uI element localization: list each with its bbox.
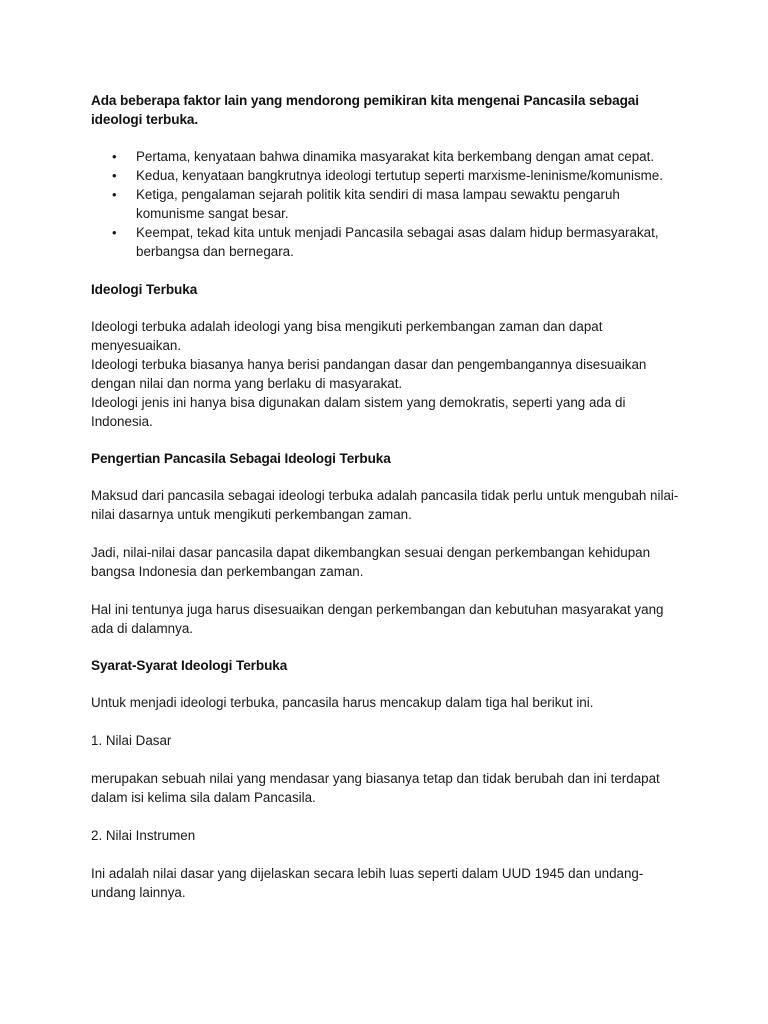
intro-heading: Ada beberapa faktor lain yang mendorong pemikiran kita mengenai Pancasila sebagai ideologi terbuka. (91, 93, 639, 127)
section-heading-syarat: Syarat-Syarat Ideologi Terbuka (91, 658, 288, 673)
list-item: • Keempat, tekad kita untuk menjadi Pancasila sebagai asas dalam hidup bermasyarakat, berbangsa dan bernegara. (112, 225, 659, 259)
list-item: • Pertama, kenyataan bahwa dinamika masyarakat kita berkembang dengan amat cepat. (112, 149, 655, 164)
paragraph: Ideologi terbuka biasanya hanya berisi pandangan dasar dan pengembangannya disesuaikan dengan nilai dan norma yang berlaku di masyarakat. (91, 357, 647, 391)
bullet-icon: • (112, 187, 117, 202)
list-item: • Ketiga, pengalaman sejarah politik kita sendiri di masa lampau sewaktu pengaruh komunisme sangat besar. (112, 187, 620, 221)
section-heading-pengertian: Pengertian Pancasila Sebagai Ideologi Terbuka (91, 451, 391, 466)
paragraph: Maksud dari pancasila sebagai ideologi terbuka adalah pancasila tidak perlu untuk mengubah nilai-nilai dasarnya untuk mengikuti perkembangan zaman. (91, 488, 679, 522)
paragraph: merupakan sebuah nilai yang mendasar yang biasanya tetap dan tidak berubah dan ini terdapat dalam isi kelima sila dalam Pancasila. (91, 771, 660, 805)
factor-list (91, 147, 681, 261)
bullet-icon: • (112, 225, 117, 240)
paragraph: Ideologi jenis ini hanya bisa digunakan dalam sistem yang demokratis, seperti yang ada di Indonesia. (91, 395, 626, 429)
paragraph: Hal ini tentunya juga harus disesuaikan dengan perkembangan dan kebutuhan masyarakat yang ada di dalamnya. (91, 602, 664, 636)
list-item: • Kedua, kenyataan bangkrutnya ideologi tertutup seperti marxisme-leninisme/komunisme. (112, 168, 663, 183)
document-page (91, 91, 681, 902)
paragraph: Ideologi terbuka adalah ideologi yang bisa mengikuti perkembangan zaman dan dapat menyesuaikan. (91, 319, 603, 353)
bullet-icon: • (112, 168, 117, 183)
paragraph: Jadi, nilai-nilai dasar pancasila dapat dikembangkan sesuai dengan perkembangan kehidupan bangsa Indonesia dan perkembangan zaman. (91, 545, 651, 579)
numbered-item-title: 1. Nilai Dasar (91, 733, 172, 748)
paragraph: Untuk menjadi ideologi terbuka, pancasila harus mencakup dalam tiga hal berikut ini. (91, 695, 594, 710)
numbered-item-title: 2. Nilai Instrumen (91, 828, 196, 843)
paragraph: Ini adalah nilai dasar yang dijelaskan secara lebih luas seperti dalam UUD 1945 dan undang-undang lainnya. (91, 866, 644, 900)
section-heading-ideologi-terbuka: Ideologi Terbuka (91, 282, 198, 297)
bullet-icon: • (112, 149, 117, 164)
